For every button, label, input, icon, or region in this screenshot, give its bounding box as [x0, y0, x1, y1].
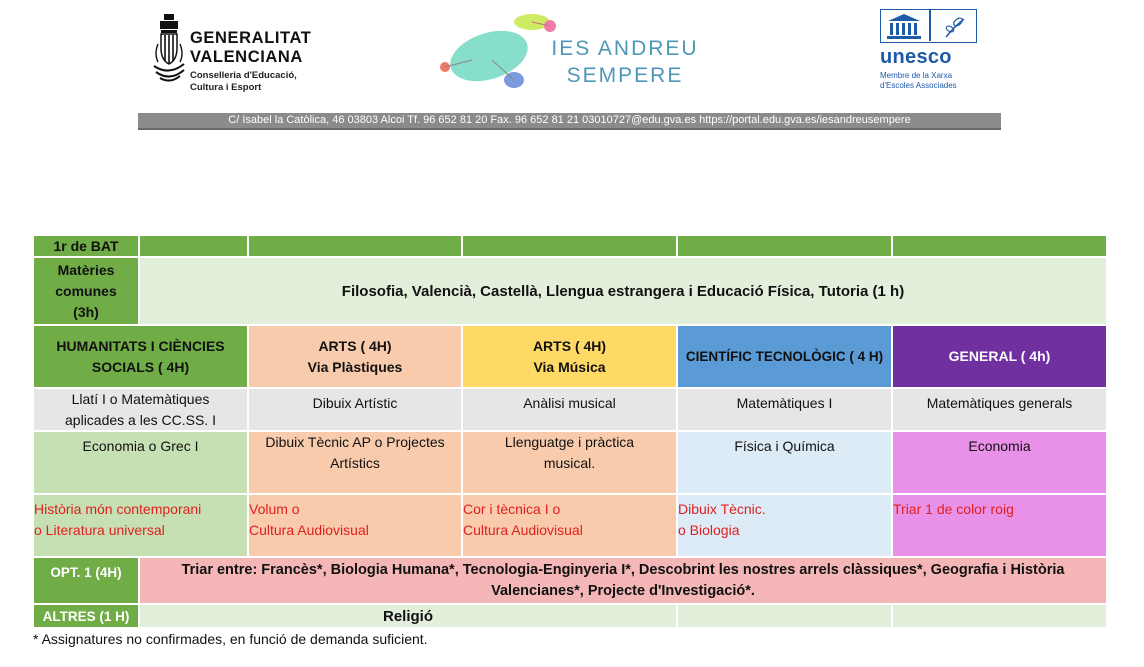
subject-cell: Física i Química	[677, 431, 892, 494]
subject-cell: Dibuix Tècnic AP o Projectes Artístics	[248, 431, 462, 494]
subject-choice-cell	[677, 494, 892, 557]
subject-cell: Economia o Grec I	[33, 431, 248, 494]
choice-line2: Cultura Audiovisual	[463, 522, 583, 538]
common-subjects-label: Matèries comunes (3h)	[33, 257, 139, 325]
generalitat-logo	[150, 14, 330, 94]
address-bar: C/ Isabel la Catòlica, 46 03803 Alcoi Tf. 96 652 81 20 Fax. 96 652 81 21 03010727@edu.gva.es https://portal.edu.gva.es/iesandreusempere	[138, 113, 1001, 130]
subject-choice-cell	[462, 494, 677, 557]
unesco-temple-icon	[882, 11, 926, 41]
choice-line2: o Literatura universal	[34, 522, 165, 538]
choice-line2: o Biologia	[678, 522, 740, 538]
title-row-cell	[139, 235, 248, 257]
column-header-arts-musica	[462, 325, 677, 388]
footnote: * Assignatures no confirmades, en funció de demanda suficient.	[33, 631, 428, 647]
subject-choice-cell	[892, 494, 1107, 557]
conselleria-line1: Conselleria d'Educació,	[190, 70, 297, 81]
subject-choice-cell	[33, 494, 248, 557]
subject-cell: Matemàtiques I	[677, 388, 892, 431]
conselleria-line2: Cultura i Esport	[190, 82, 262, 93]
choice-line1: Triar 1 de color roig	[893, 501, 1014, 517]
subject-choice-cell	[248, 494, 462, 557]
unesco-emblem-box	[880, 9, 977, 43]
others-empty-cell	[677, 604, 892, 628]
generalitat-title	[190, 29, 311, 67]
others-text: Religió	[139, 604, 677, 628]
unesco-name: unesco	[880, 46, 952, 68]
column-header-general	[892, 325, 1107, 388]
column-header-humanitats	[33, 325, 248, 388]
ies-andreu-sempere-logo	[432, 8, 712, 108]
unesco-subtitle	[880, 71, 957, 91]
subject-cell: Llenguatge i pràctica musical.	[462, 431, 677, 494]
generalitat-emblem-icon	[152, 14, 186, 82]
subject-cell: Llatí I o Matemàtiques aplicades a les CC.SS. I	[33, 388, 248, 431]
optional-label: OPT. 1 (4H)	[33, 557, 139, 604]
unesco-leaf-icon	[932, 11, 976, 41]
column-header-line1: GENERAL ( 4h)	[948, 348, 1051, 364]
title-row-cell	[892, 235, 1107, 257]
choice-line1: Cor i tècnica I o	[463, 501, 561, 517]
choice-line1: Història món contemporani	[34, 501, 202, 517]
title-row-cell	[462, 235, 677, 257]
ies-name-line1: IES ANDREU	[551, 37, 699, 60]
generalitat-title-line2: VALENCIANA	[190, 48, 303, 66]
table-title: 1r de BAT	[33, 235, 139, 257]
optional-subjects-text: Triar entre: Francès*, Biologia Humana*, Tecnologia-Enginyeria I*, Descobrint les nostres arrels clàssiques*, Geografia i Història Valencianes*, Projecte d'Investigació*.	[139, 557, 1107, 604]
others-label: ALTRES (1 H)	[33, 604, 139, 628]
subject-cell: Economia	[892, 431, 1107, 494]
unesco-sub-line2: d'Escoles Associades	[880, 81, 957, 90]
column-header-line1: CIENTÍFIC TECNOLÒGIC ( 4 H)	[685, 349, 884, 364]
title-row-cell	[248, 235, 462, 257]
choice-line1: Dibuix Tècnic.	[678, 501, 766, 517]
column-header-line2: Via Plàstiques	[307, 358, 403, 375]
conselleria-subtitle	[190, 70, 297, 94]
column-header-line2: Via Música	[533, 358, 606, 375]
generalitat-title-line1: GENERALITAT	[190, 29, 312, 47]
choice-line2: Cultura Audiovisual	[249, 522, 369, 538]
ies-name	[530, 35, 720, 89]
column-header-arts-plastiques	[248, 325, 462, 388]
ies-name-line2: SEMPERE	[566, 64, 684, 87]
unesco-sub-line1: Membre de la Xarxa	[880, 71, 953, 80]
common-subjects-text: Filosofia, Valencià, Castellà, Llengua estrangera i Educació Física, Tutoria (1 h)	[139, 257, 1107, 325]
column-header-line1: HUMANITATS I CIÈNCIES	[56, 337, 225, 354]
column-header-cientific	[677, 325, 892, 388]
unesco-logo	[880, 9, 990, 99]
subject-cell: Dibuix Artístic	[248, 388, 462, 431]
subject-cell: Anàlisi musical	[462, 388, 677, 431]
title-row-cell	[677, 235, 892, 257]
column-header-line2: SOCIALS ( 4H)	[91, 358, 190, 375]
others-empty-cell	[892, 604, 1107, 628]
choice-line1: Volum o	[249, 501, 300, 517]
subject-cell: Matemàtiques generals	[892, 388, 1107, 431]
column-header-line1: ARTS ( 4H)	[532, 337, 607, 354]
column-header-line1: ARTS ( 4H)	[318, 337, 392, 354]
